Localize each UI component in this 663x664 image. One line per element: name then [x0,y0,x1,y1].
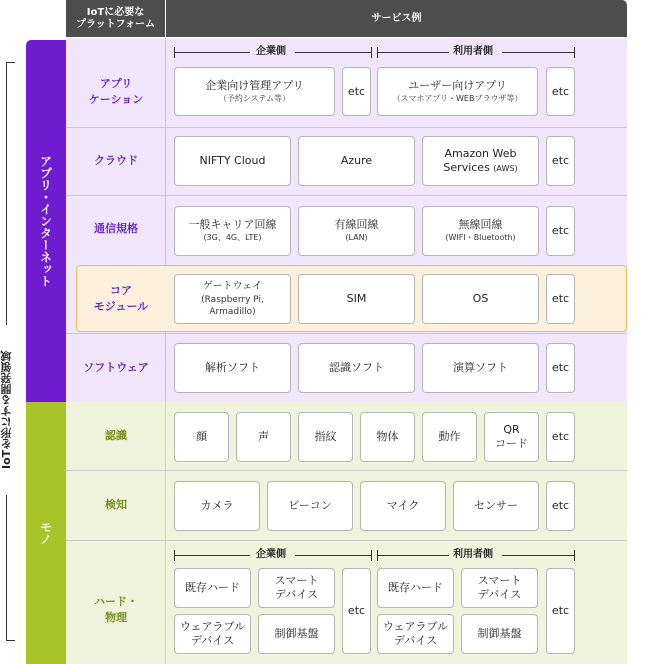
etc-box: etc [546,568,575,654]
detection-box [174,481,260,531]
recognition-label: 指紋 [314,430,337,443]
hardware-label: 制御基盤 [477,627,522,640]
gateway-box [174,274,291,324]
user-app-note: （スマホアプリ・WEBブラウザ等） [392,93,523,103]
sim-label: SIM [346,292,367,305]
cloud-box [298,136,415,186]
cloud-box-aws [422,136,539,186]
hardware-label: スマート デバイス [477,574,522,601]
recognition-label: 物体 [376,430,399,443]
category-detection: 検知 [105,498,127,511]
recognition-label: 顔 [196,430,207,443]
recognition-box [422,412,477,462]
recognition-label: 声 [258,430,269,443]
user-label: 利用者側 [453,549,493,560]
enterprise-label: 企業側 [256,46,286,57]
etc-box: etc [342,568,371,654]
etc-box: etc [546,274,575,324]
recognition-box [298,412,353,462]
gateway-note: (Raspberry Pi, Armadillo) [201,295,264,317]
detection-box [360,481,446,531]
row-divider [66,540,627,541]
user-label: 利用者側 [453,46,493,57]
comm-label: 一般キャリア回線 [188,218,277,231]
software-label: 演算ソフト [453,361,508,374]
platform-header: IoTに必要な プラットフォーム [66,0,165,37]
etc-box: etc [342,67,371,116]
category-recognition: 認識 [105,429,127,442]
comm-label: 有線回線 [334,218,379,231]
user-bracket [377,549,575,563]
etc-box: etc [546,206,575,256]
detection-box [453,481,539,531]
recognition-label: QR コード [495,423,528,450]
enterprise-label: 企業側 [256,549,286,560]
category-software: ソフトウェア [83,360,149,374]
comm-note: (WIFI・Bluetooth) [445,233,516,242]
user-app-label: ユーザー向けアプリ [408,78,507,92]
recognition-box [174,412,229,462]
user-bracket [377,46,575,60]
software-box [174,343,291,393]
etc-box: etc [546,481,575,531]
hardware-box [258,614,335,654]
hardware-label: 制御基盤 [274,627,319,640]
sim-box [298,274,415,324]
enterprise-bracket [174,549,372,563]
hardware-label: ウェアラブル デバイス [179,620,246,647]
hardware-box [461,614,538,654]
gateway-label: ゲートウェイ [202,281,263,292]
etc-box: etc [546,343,575,393]
comm-box [422,206,539,256]
recognition-label: 動作 [438,430,461,443]
etc-box: etc [546,67,575,116]
recognition-box [360,412,415,462]
hardware-box [461,568,538,608]
cloud-label: Azure [340,154,373,167]
app-band: アプリ・インターネット [26,40,66,402]
enterprise-app-box [174,67,335,116]
comm-label: 無線回線 [458,218,503,231]
detection-label: センサー [474,499,518,512]
side-bracket-bottom [6,640,15,641]
detection-label: マイク [386,499,420,512]
software-box [298,343,415,393]
enterprise-app-note: （予約システム等） [218,93,291,103]
detection-label: ビーコン [288,499,332,512]
side-label: IoTを形にする開発領域 [0,325,14,495]
recognition-box [484,412,539,462]
enterprise-bracket [174,46,372,60]
category-application: アプリ ケーション [88,77,144,106]
software-box [422,343,539,393]
aws-label-line2: Services [443,160,490,174]
hardware-box [377,568,454,608]
comm-note: (LAN) [345,233,368,242]
category-communication: 通信規格 [94,222,138,235]
hardware-box [258,568,335,608]
etc-box: etc [546,136,575,186]
hardware-label: 既存ハード [388,581,443,594]
hardware-box [174,614,251,654]
comm-note: (3G、4G、LTE) [203,233,262,242]
service-header: サービス例 [166,0,627,37]
software-label: 解析ソフト [205,361,260,374]
aws-abbrev: (AWS) [493,163,518,173]
os-label: OS [472,292,489,305]
category-cloud: クラウド [94,154,138,167]
software-label: 認識ソフト [329,361,384,374]
cloud-box [174,136,291,186]
user-app-box [377,67,538,116]
side-bracket-top [6,62,15,63]
comm-box [298,206,415,256]
hardware-label: ウェアラブル デバイス [382,620,449,647]
hardware-label: スマート デバイス [274,574,319,601]
aws-label: Amazon Web [444,146,517,160]
category-hardware: ハード・ 物理 [94,594,138,624]
recognition-box [236,412,291,462]
cloud-label: NIFTY Cloud [199,154,266,167]
etc-box: etc [546,412,575,462]
hardware-box [174,568,251,608]
comm-box [174,206,291,256]
detection-label: カメラ [200,499,234,512]
enterprise-app-label: 企業向け管理アプリ [205,78,304,92]
category-core-module: コア モジュール [93,283,149,313]
mono-band: モノ [26,402,66,664]
detection-box [267,481,353,531]
hardware-box [377,614,454,654]
os-box [422,274,539,324]
hardware-label: 既存ハード [185,581,240,594]
